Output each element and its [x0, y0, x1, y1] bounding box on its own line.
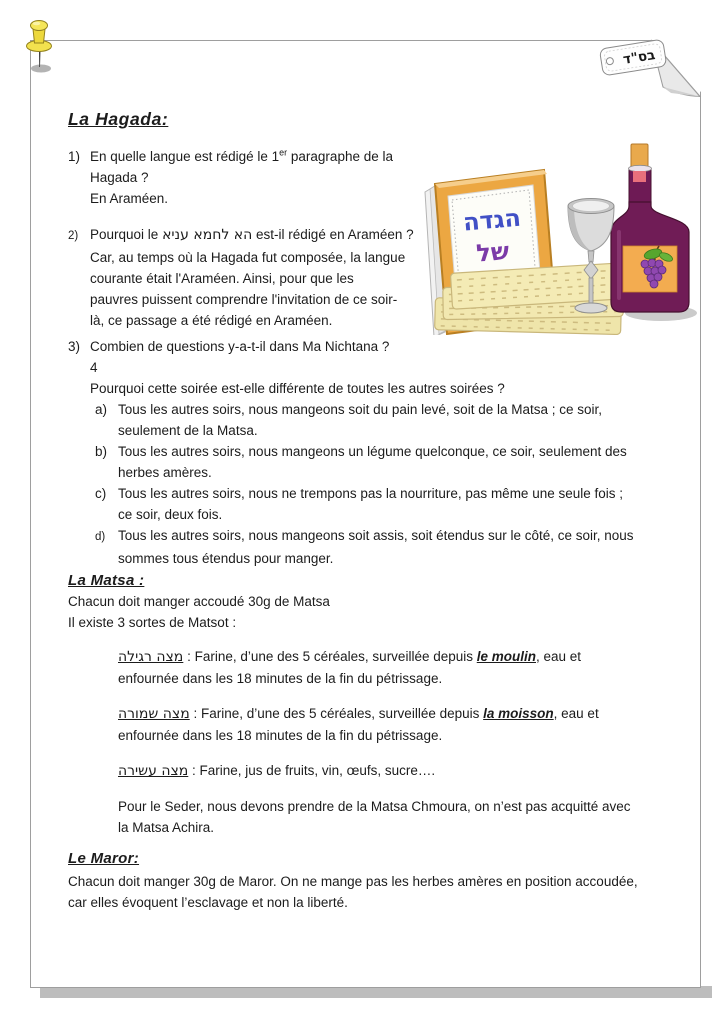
text-segment: : Farine, jus de fruits, vin, œufs, sucre…. [188, 763, 436, 778]
question-3-answer: 4 [90, 360, 98, 375]
text-segment: Combien de questions y-a-t-il dans Ma Nichtana ? [90, 339, 390, 354]
document-page [30, 40, 700, 988]
book-word-hagada: הגדה [461, 203, 522, 237]
list-item-c-line-2: ce soir, deux fois. [118, 507, 223, 522]
text-segment: : Farine, d’une des 5 céréales, surveillée depuis [189, 706, 484, 721]
question-2-line-5: là, ce passage a été rédigé en Araméen. [90, 313, 333, 328]
text-segment: : Farine, d’une des 5 céréales, surveillée depuis [183, 649, 477, 664]
question-2-line-3: courante était l'Araméen. Ainsi, pour que les [90, 271, 354, 286]
hebrew-matsa-achira: מצה עשירה [118, 763, 189, 779]
text-segment: Tous les autres soirs, nous mangeons un légume quelconque, ce soir, seulement des [118, 444, 627, 459]
list-item-b-line-1 [68, 441, 634, 462]
list-item-b-line-2: herbes amères. [118, 465, 212, 480]
matsa-intro [68, 591, 330, 633]
question-3-line-2: Pourquoi cette soirée est-elle différente de toutes les autres soirées ? [90, 381, 505, 396]
hebrew-phrase-ha-lachma: הא לחמא עניא [162, 227, 253, 243]
list-item-a-line-2: seulement de la Matsa. [118, 423, 258, 438]
maror-text [68, 871, 638, 913]
matsa-type-line-1 [118, 703, 599, 725]
hebrew-matsa-chmoura: מצה שמורה [118, 706, 190, 722]
question-3-number: 3) [68, 339, 81, 354]
item-b-label: b) [95, 444, 108, 459]
matsa-type-line-2: enfournée dans les 18 minutes de la fin du pétrissage. [118, 728, 443, 743]
bottle-neck-wine [633, 171, 646, 182]
cup-foot [575, 303, 607, 313]
list-item-c-line-1 [68, 483, 634, 504]
pesach-illustration [423, 140, 698, 335]
question-3-line-1 [68, 336, 634, 357]
matsa-intro-line-2: Il existe 3 sortes de Matsot : [68, 615, 237, 630]
ordinal-superscript: er [279, 147, 288, 158]
item-c-label: c) [95, 486, 107, 501]
emphasis-la-moisson: la moisson [483, 706, 554, 721]
text-segment: paragraphe de la [287, 149, 393, 164]
text-segment: , eau et [536, 649, 582, 664]
question-1-line-2: Hagada ? [90, 170, 149, 185]
question-2-line-2: Car, au temps où la Hagada fut composée, la langue [90, 250, 406, 265]
wine-bottle-icon [611, 144, 689, 312]
seder-note-line-1: Pour le Seder, nous devons prendre de la Matsa Chmoura, on n’est pas acquitté avec [118, 799, 631, 814]
maror-line-2: car elles évoquent l’esclavage et non la liberté. [68, 895, 348, 910]
text-segment: Tous les autres soirs, nous ne trempons pas la nourriture, pas même une seule fois ; [118, 486, 624, 501]
item-d-label: d) [95, 531, 106, 543]
list-item-a-line-1 [68, 399, 634, 420]
book-word-shel: של [475, 236, 511, 268]
matsa-type-line-2: enfournée dans les 18 minutes de la fin du pétrissage. [118, 671, 443, 686]
text-segment: Tous les autres soirs, nous mangeons soit du pain levé, soit de la Matsa ; ce soir, [118, 402, 603, 417]
maror-section-heading: Le Maror: [68, 850, 140, 867]
question-2-line-1 [68, 224, 414, 247]
question-3 [68, 336, 634, 569]
matsa-section-heading: La Matsa : [68, 572, 145, 589]
text-segment: En quelle langue est rédigé le 1 [90, 149, 280, 164]
text-segment: est-il rédigé en Araméen ? [252, 227, 414, 242]
page-title: La Hagada: [68, 109, 169, 129]
maror-line-1: Chacun doit manger 30g de Maror. On ne mange pas les herbes amères en position accoudée, [68, 874, 638, 889]
matsa-type-reguila [118, 646, 581, 689]
matsa-type-line-1 [118, 646, 581, 668]
item-a-label: a) [95, 402, 108, 417]
question-2-line-4: pauvres puissent comprendre l'invitation de ce soir- [90, 292, 398, 307]
text-segment: Pourquoi le [90, 227, 163, 242]
matza-stack-icon [435, 263, 625, 335]
matsa-type-line-1 [118, 760, 435, 782]
text-segment: , eau et [553, 706, 599, 721]
question-1-answer: En Araméen. [90, 191, 169, 206]
question-1 [68, 146, 393, 209]
question-2-number: 2) [68, 230, 79, 242]
bsd-stamp-text: בס"ד [621, 47, 657, 68]
seder-note-line-2: la Matsa Achira. [118, 820, 215, 835]
question-2 [68, 224, 414, 331]
list-item-d-line-2: sommes tous étendus pour manger. [118, 551, 334, 566]
matsa-type-chmoura [118, 703, 599, 746]
question-1-number: 1) [68, 149, 81, 164]
question-1-line-1 [68, 146, 393, 167]
matsa-intro-line-1: Chacun doit manger accoudé 30g de Matsa [68, 594, 330, 609]
hebrew-matsa-reguila: מצה רגילה [118, 649, 184, 665]
text-segment: Tous les autres soirs, nous mangeons soit assis, soit étendus sur le côté, ce soir, nous [118, 528, 634, 543]
emphasis-le-moulin: le moulin [476, 649, 537, 664]
matsa-type-achira [118, 760, 435, 782]
seder-note [118, 796, 631, 838]
list-item-d-line-1 [68, 525, 634, 548]
